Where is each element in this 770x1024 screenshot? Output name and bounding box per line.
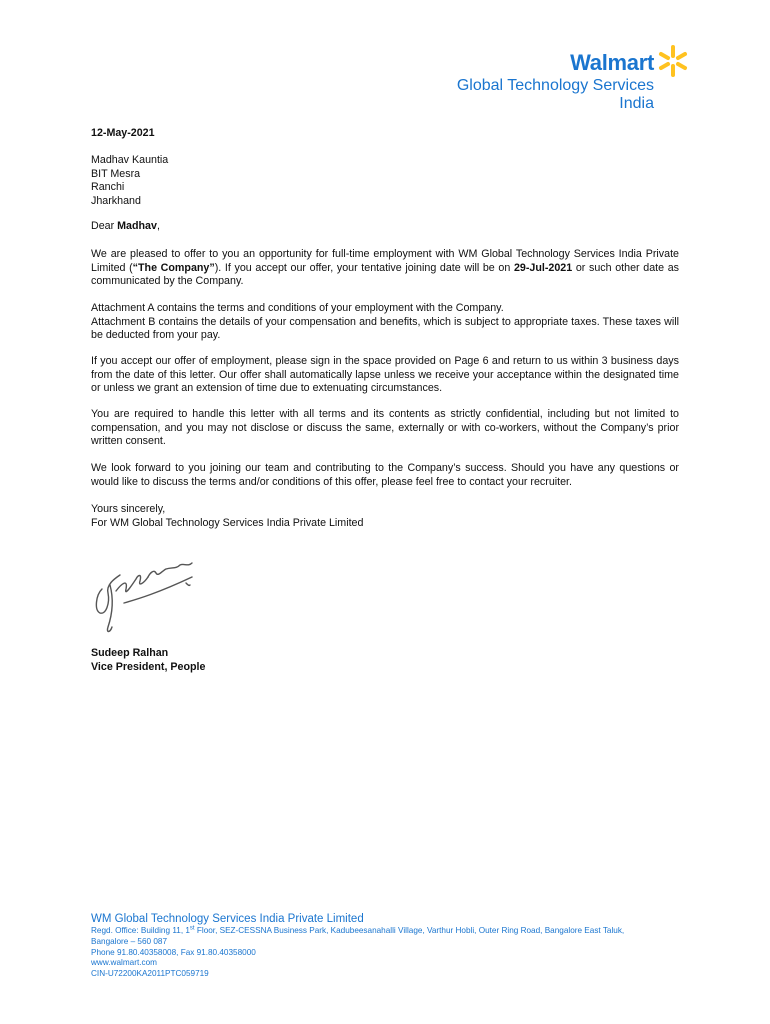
attachment-a-text: Attachment A contains the terms and conditions of your employment with the Company. [91, 302, 504, 314]
footer-office-city: Bangalore – 560 087 [91, 936, 168, 946]
signer-name: Sudeep Ralhan [91, 647, 169, 659]
address-line: Ranchi [91, 181, 125, 193]
footer-company: WM Global Technology Services India Private Limited [91, 913, 364, 925]
office-sup: st [189, 925, 195, 932]
signature-image [88, 555, 208, 640]
address-line: BIT Mesra [91, 167, 141, 180]
closing-line: Yours sincerely, [91, 503, 166, 515]
address-line: Madhav Kauntia [91, 154, 169, 166]
salutation-name: Madhav [117, 220, 157, 232]
logo-country: India [619, 95, 654, 112]
closing-company: For WM Global Technology Services India Private Limited [91, 516, 364, 529]
office-text: Floor, SEZ-CESSNA Business Park, Kadubeesanahalli Village, Varthur Hobli, Outer Ring Road, Bangalore East Taluk, [194, 926, 625, 935]
logo-brand: Walmart [570, 50, 654, 75]
attachments-paragraph [91, 302, 679, 343]
footer-office [91, 926, 691, 937]
walmart-spark-icon [656, 44, 690, 78]
signer-title: Vice President, People [91, 660, 206, 673]
salutation-suffix: , [156, 220, 160, 232]
acceptance-paragraph: If you accept our offer of employment, please sign in the space provided on Page 6 and return to us within 3 business days from the date of this letter. Our offer shall automatically lapse unless we receive your acceptance within the designated time or unless we grant an extension of time due to extenuating circumstances. [91, 355, 679, 394]
confidentiality-paragraph: You are required to handle this letter with all terms and its contents as strictly confidential, including but not limited to compensation, and you may not disclose or discuss the same, externally or with co-workers, without the Company’s prior written consent. [91, 408, 679, 447]
address-line: Jharkhand [91, 194, 141, 207]
company-term: “The Company” [132, 261, 215, 274]
offer-text: We are pleased to offer to you an opportunity for full-time employment with WM Global Technology Services India Private Limited ( [91, 248, 679, 274]
logo-division: Global Technology Services [456, 77, 654, 94]
recipient-address [91, 154, 679, 208]
closing [91, 503, 679, 530]
footer-phone: Phone 91.80.40358008, Fax 91.80.40358000 [91, 947, 256, 957]
office-text: Regd. Office: Building 11, 1 [91, 926, 190, 935]
letter-footer [91, 912, 691, 980]
attachment-b-text: Attachment B contains the details of your compensation and benefits, which is subject to appropriate taxes. These taxes will be deducted from your pay. [91, 315, 679, 341]
offer-text: or such other date as communicated by the Company. [91, 261, 679, 287]
signer-block [91, 647, 679, 674]
offer-text: ). If you accept our offer, your tentative joining date will be on [214, 261, 514, 274]
salutation [91, 220, 679, 234]
letter-date: 12-May-2021 [91, 127, 155, 139]
walmart-gts-logo [450, 44, 690, 114]
footer-cin: CIN-U72200KA2011PTC059719 [91, 969, 209, 979]
joining-date: 29-Jul-2021 [513, 261, 573, 274]
closing-paragraph: We look forward to you joining our team and contributing to the Company’s success. Should you have any questions or would like to discuss the terms and/or conditions of this offer, please feel free to contact your recruiter. [91, 462, 679, 488]
offer-paragraph [91, 248, 679, 289]
footer-website[interactable]: www.walmart.com [91, 958, 157, 968]
salutation-prefix: Dear [91, 220, 118, 232]
